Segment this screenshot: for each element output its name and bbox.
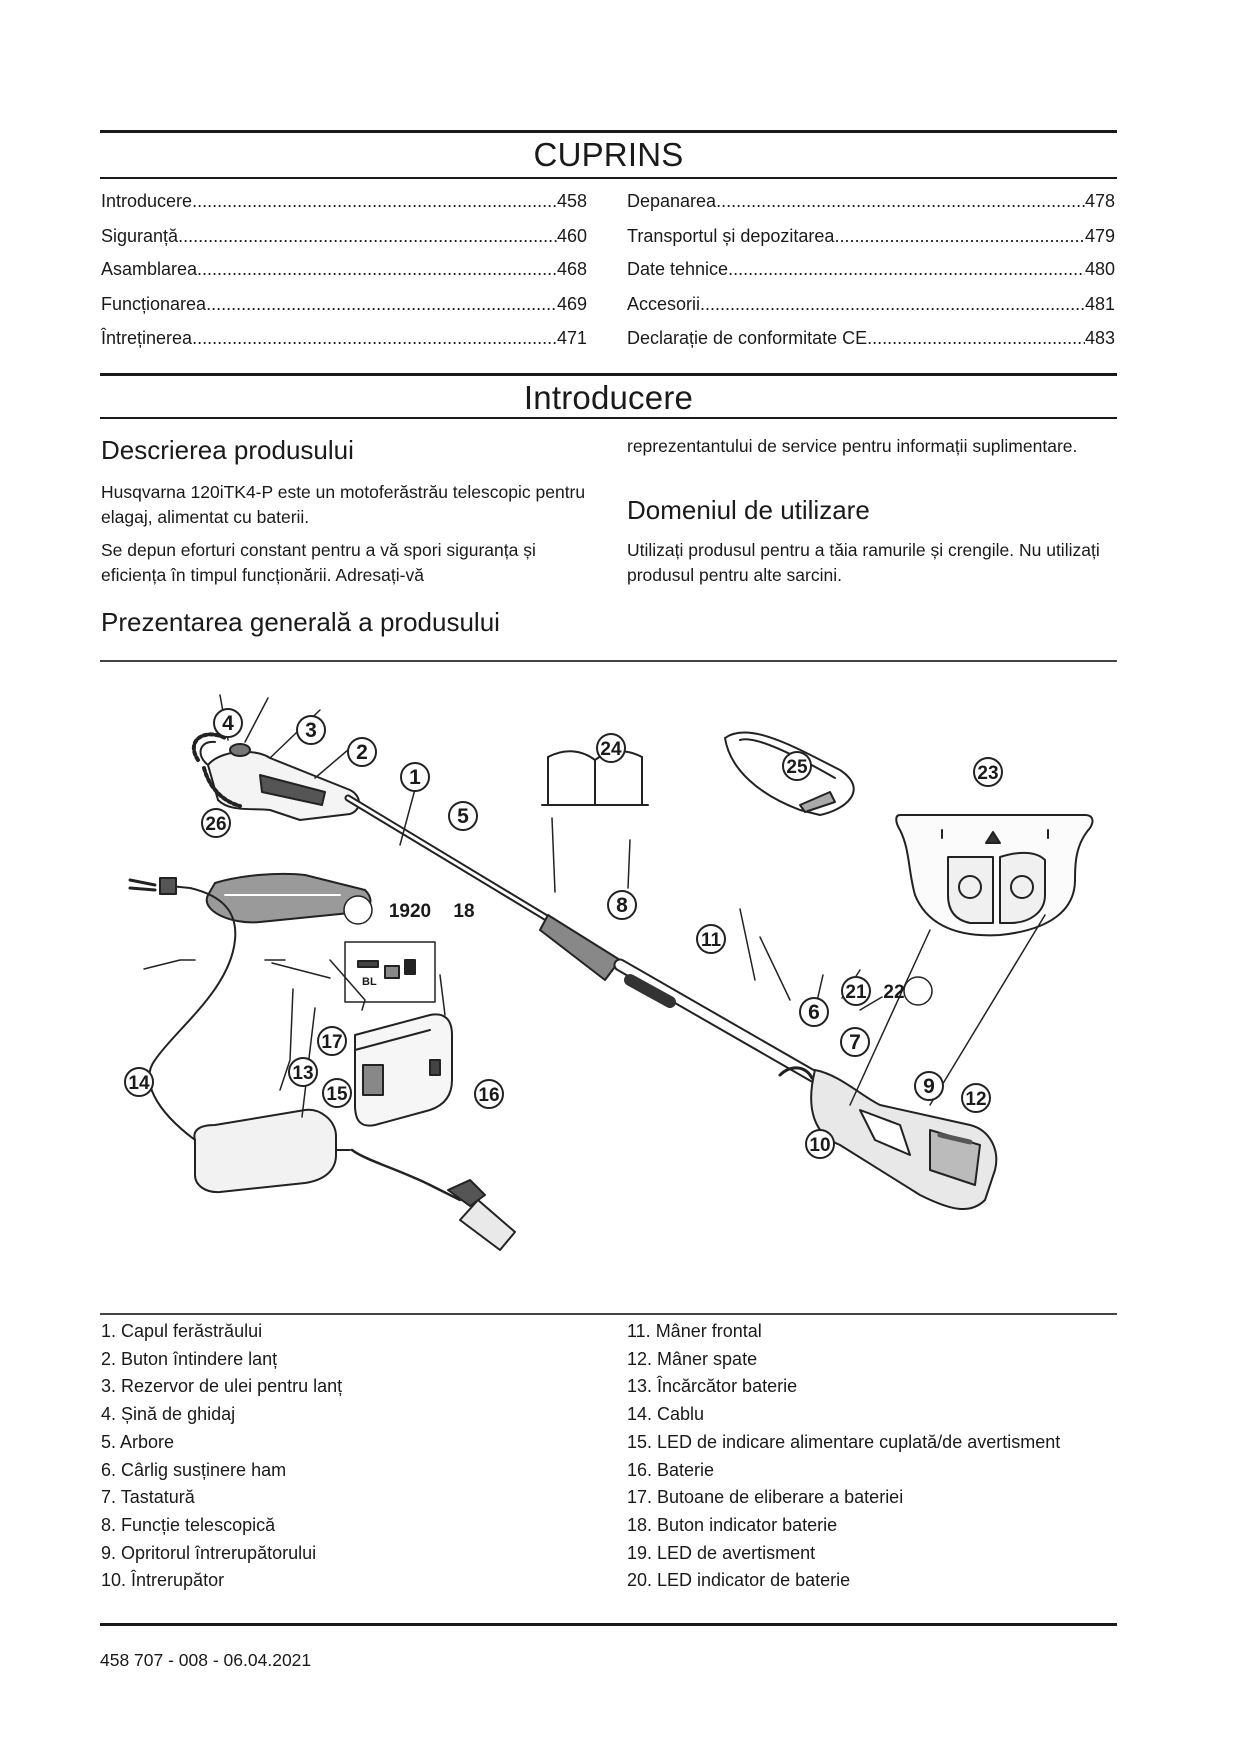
captions-left-list bbox=[101, 1318, 342, 1595]
overview-rule bbox=[100, 660, 1117, 662]
svg-text:8: 8 bbox=[616, 894, 628, 917]
toc-entry[interactable]: Accesorii ..... 481 bbox=[627, 294, 1115, 315]
caption-item: 14. Cablu bbox=[627, 1404, 705, 1425]
svg-text:10: 10 bbox=[809, 1135, 831, 1156]
svg-text:7: 7 bbox=[849, 1031, 861, 1054]
description-paragraph-2 bbox=[101, 538, 591, 588]
caption-item: 8. Funcție telescopică bbox=[101, 1514, 276, 1535]
callout-25 bbox=[783, 752, 811, 780]
callout-14 bbox=[125, 1068, 153, 1096]
footer-rule bbox=[100, 1623, 1117, 1626]
description-heading: Descrierea produsului bbox=[101, 435, 354, 465]
svg-text:1920: 1920 bbox=[388, 901, 432, 922]
callout-3 bbox=[297, 716, 325, 744]
callout-12 bbox=[962, 1084, 990, 1112]
caption-item: 9. Opritorul întrerupătorului bbox=[101, 1542, 317, 1563]
intro-title: Introducere bbox=[523, 379, 694, 416]
caption-item: 19. LED de avertisment bbox=[627, 1542, 816, 1563]
svg-text:24: 24 bbox=[600, 739, 622, 760]
svg-text:22: 22 bbox=[883, 982, 905, 1003]
caption-item: 13. Încărcător baterie bbox=[627, 1376, 798, 1397]
svg-text:2: 2 bbox=[356, 741, 368, 764]
description-paragraph-1: Husqvarna 120iTK4-P este un motoferăstrău telescopic pentru elagaj, alimentat cu baterii. bbox=[101, 482, 586, 527]
toc-entry[interactable]: Declarație de conformitate CE ..... 483 bbox=[627, 328, 1115, 349]
callout-1 bbox=[401, 763, 429, 791]
callout-17 bbox=[318, 1027, 346, 1055]
description-paragraph-2-continued: reprezentantului de service pentru informații suplimentare. bbox=[627, 436, 1078, 456]
svg-text:12: 12 bbox=[965, 1089, 987, 1110]
svg-text:4: 4 bbox=[222, 712, 234, 735]
caption-item: 4. Șină de ghidaj bbox=[101, 1404, 236, 1425]
callout-18 bbox=[453, 901, 474, 922]
caption-item: 15. LED de indicare alimentare cuplată/de avertisment bbox=[627, 1431, 1061, 1452]
callout-24 bbox=[597, 734, 625, 762]
caption-item: 10. Întrerupător bbox=[101, 1570, 225, 1591]
callout-23 bbox=[974, 758, 1002, 786]
caption-item: 2. Buton întindere lanț bbox=[101, 1348, 278, 1369]
usage-heading: Domeniul de utilizare bbox=[627, 495, 870, 525]
toc-entry[interactable]: Siguranță ..... 460 bbox=[101, 226, 587, 247]
keypad-illustration bbox=[850, 815, 1092, 1105]
document-id: 458 707 - 008 - 06.04.2021 bbox=[100, 1650, 312, 1670]
toc-title-rule bbox=[100, 177, 1117, 179]
charger-illustration bbox=[130, 878, 515, 1250]
toc-entry[interactable]: Transportul și depozitarea ..... 479 bbox=[627, 226, 1115, 247]
svg-text:23: 23 bbox=[977, 763, 999, 784]
toc-entry[interactable]: Depanarea ..... 478 bbox=[627, 191, 1115, 212]
callout-2 bbox=[348, 738, 376, 766]
svg-text:25: 25 bbox=[786, 757, 808, 778]
svg-text:14: 14 bbox=[128, 1073, 150, 1094]
callout-11 bbox=[697, 925, 725, 953]
caption-item: 5. Arbore bbox=[101, 1431, 175, 1452]
svg-text:5: 5 bbox=[457, 805, 469, 828]
intro-rule-bottom bbox=[100, 417, 1117, 419]
battery-bl-label bbox=[362, 976, 377, 988]
svg-text:9: 9 bbox=[923, 1075, 935, 1098]
svg-text:15: 15 bbox=[326, 1084, 348, 1105]
callout-9 bbox=[915, 1072, 943, 1100]
svg-text:11: 11 bbox=[700, 930, 722, 951]
battery-illustration bbox=[355, 1014, 452, 1125]
svg-text:BL: BL bbox=[362, 976, 377, 988]
svg-text:6: 6 bbox=[808, 1001, 820, 1024]
callout-15 bbox=[323, 1079, 351, 1107]
manual-book-icon bbox=[542, 751, 648, 805]
intro-rule-top bbox=[100, 373, 1117, 376]
saw-head-illustration bbox=[194, 734, 359, 820]
product-overview-diagram bbox=[100, 680, 1117, 1305]
description-paragraph-2-part-a: Se depun eforturi constant pentru a vă spori siguranța și eficiența în timpul funcționării. Adresați-vă bbox=[101, 540, 536, 585]
callout-5 bbox=[449, 802, 477, 830]
usage-paragraph: Utilizați produsul pentru a tăia ramurile și crengile. Nu utilizați produsul pentru alte sarcini. bbox=[627, 540, 1100, 585]
callout-22 bbox=[883, 977, 932, 1005]
svg-text:13: 13 bbox=[292, 1063, 314, 1084]
svg-text:17: 17 bbox=[321, 1032, 343, 1053]
callout-26 bbox=[202, 809, 230, 837]
toc-entry[interactable]: Introducere ..... 458 bbox=[101, 191, 587, 212]
captions-rule bbox=[100, 1313, 1117, 1315]
captions-right-list bbox=[627, 1318, 1060, 1595]
callout-7 bbox=[841, 1028, 869, 1056]
toc-entry[interactable]: Date tehnice ..... 480 bbox=[627, 259, 1115, 280]
svg-text:1: 1 bbox=[409, 766, 421, 789]
callout-19-20 bbox=[344, 896, 431, 924]
caption-item: 6. Cârlig susținere ham bbox=[101, 1459, 287, 1480]
caption-item: 7. Tastatură bbox=[101, 1487, 195, 1508]
caption-item: 3. Rezervor de ulei pentru lanț bbox=[101, 1376, 343, 1397]
caption-item: 16. Baterie bbox=[627, 1459, 715, 1480]
svg-text:26: 26 bbox=[205, 814, 227, 835]
caption-item: 1. Capul ferăstrăului bbox=[101, 1321, 263, 1341]
svg-text:16: 16 bbox=[478, 1085, 500, 1106]
caption-item: 12. Mâner spate bbox=[627, 1348, 758, 1369]
caption-item: 11. Mâner frontal bbox=[627, 1321, 762, 1341]
caption-item: 18. Buton indicator baterie bbox=[627, 1514, 838, 1535]
caption-item: 17. Butoane de eliberare a bateriei bbox=[627, 1487, 904, 1508]
toc-title: CUPRINS bbox=[533, 136, 684, 173]
caption-item: 20. LED indicator de baterie bbox=[627, 1570, 851, 1591]
callout-8 bbox=[608, 891, 636, 919]
toc-entry[interactable]: Întreținerea ..... 471 bbox=[101, 328, 587, 349]
svg-text:3: 3 bbox=[305, 719, 317, 742]
svg-text:18: 18 bbox=[453, 901, 475, 922]
toc-entry[interactable]: Funcționarea ..... 469 bbox=[101, 294, 587, 315]
toc-entry[interactable]: Asamblarea ..... 468 bbox=[101, 259, 587, 280]
overview-heading: Prezentarea generală a produsului bbox=[101, 607, 500, 637]
svg-text:21: 21 bbox=[845, 982, 867, 1003]
callout-16 bbox=[475, 1080, 503, 1108]
callout-4 bbox=[214, 709, 242, 737]
callout-6 bbox=[800, 998, 828, 1026]
callout-10 bbox=[806, 1130, 834, 1158]
callout-21 bbox=[842, 977, 870, 1005]
callout-13 bbox=[289, 1058, 317, 1086]
top-rule bbox=[100, 130, 1117, 133]
